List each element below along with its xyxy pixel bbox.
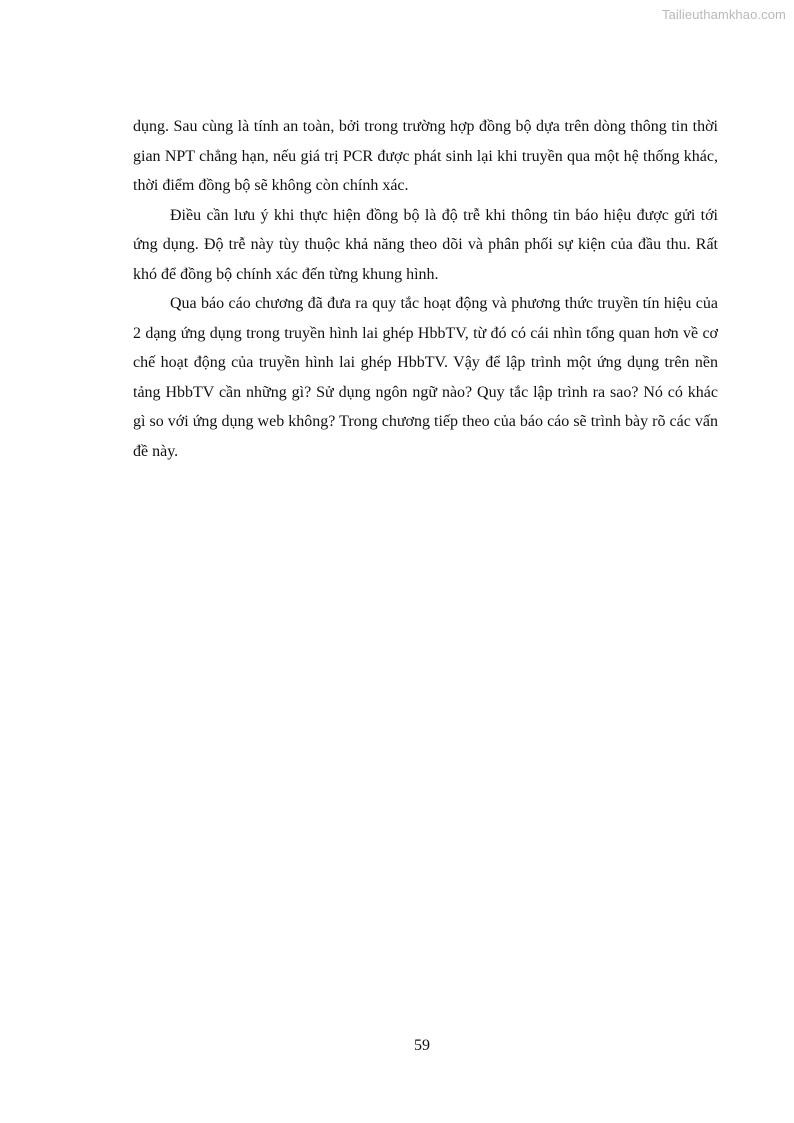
paragraph-sync-latency: Điều cần lưu ý khi thực hiện đồng bộ là độ trễ khi thông tin báo hiệu được gửi tới ứng dụng. Độ trễ này tùy thuộc khả năng theo dõi và phân phối sự kiện của đầu thu. Rất khó để đồng bộ chính xác đến từng khung hình. (133, 206, 718, 283)
paragraph-continuation: dụng. Sau cùng là tính an toàn, bởi trong trường hợp đồng bộ dựa trên dòng thông tin thời gian NPT chẳng hạn, nếu giá trị PCR được phát sinh lại khi truyền qua một hệ thống khác, thời điểm đồng bộ sẽ không còn chính xác. (133, 118, 718, 194)
page-number: 59 (414, 1037, 430, 1054)
watermark-text: Tailieuthamkhao.com (661, 7, 786, 22)
document-body (133, 112, 718, 466)
paragraph-chapter-summary: Qua báo cáo chương đã đưa ra quy tắc hoạt động và phương thức truyền tín hiệu của 2 dạng ứng dụng trong truyền hình lai ghép HbbTV, từ đó có cái nhìn tổng quan hơn về cơ chế hoạt động của truyền hình lai ghép HbbTV. Vậy để lập trình một ứng dụng trên nền tảng HbbTV cần những gì? Sử dụng ngôn ngữ nào? Quy tắc lập trình ra sao? Nó có khác gì so với ứng dụng web không? Trong chương tiếp theo của báo cáo sẽ trình bày rõ các vấn đề này. (133, 295, 718, 460)
